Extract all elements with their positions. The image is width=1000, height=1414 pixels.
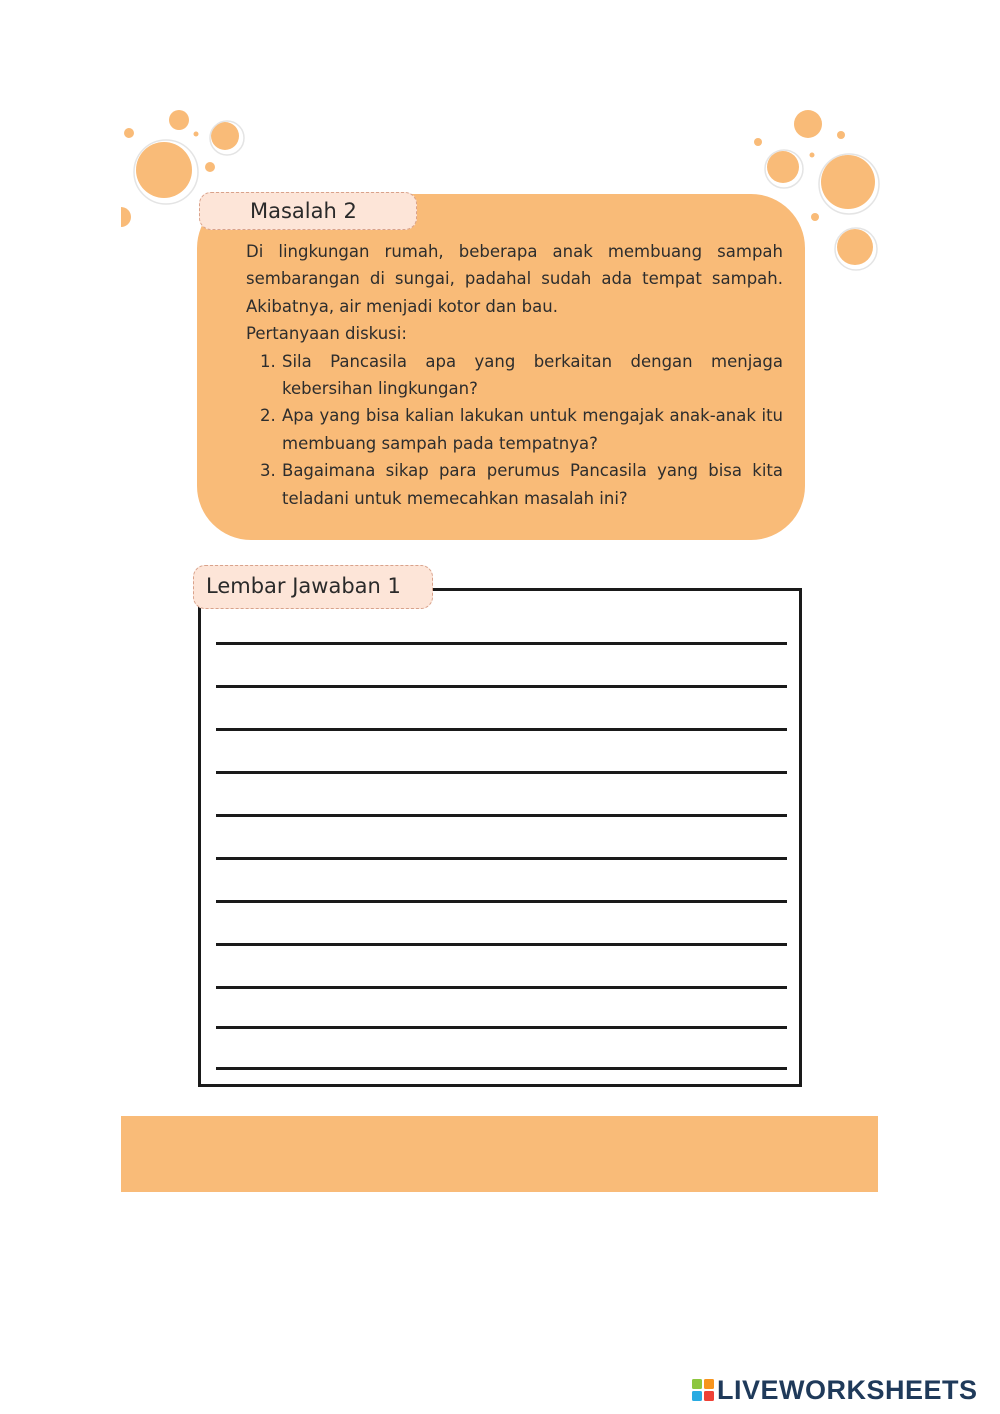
answer-line[interactable]: [216, 728, 787, 731]
problem-title-tag: [199, 192, 417, 230]
discussion-label: Pertanyaan diskusi:: [246, 324, 407, 344]
problem-intro: Di lingkungan rumah, beberapa anak membuang sampah sembarangan di sungai, padahal sudah ada tempat sampah. Akibatnya, air menjadi kotor dan bau.: [246, 242, 783, 316]
answer-line[interactable]: [216, 814, 787, 817]
answer-line[interactable]: [216, 900, 787, 903]
question-item: [260, 402, 783, 457]
question-item: [260, 348, 783, 403]
answer-line[interactable]: [216, 771, 787, 774]
question-text: Sila Pancasila apa yang berkaitan dengan menjaga kebersihan lingkungan?: [282, 351, 783, 399]
answer-line[interactable]: [216, 943, 787, 946]
question-text: Bagaimana sikap para perumus Pancasila yang bisa kita teladani untuk memecahkan masalah ini?: [282, 461, 783, 508]
answer-line[interactable]: [216, 857, 787, 860]
question-text: Apa yang bisa kalian lakukan untuk mengajak anak-anak itu membuang sampah pada tempatnya?: [282, 406, 783, 453]
brand-name: LIVEWORKSHEETS: [717, 1374, 978, 1405]
question-number: 3.: [260, 461, 276, 481]
answer-sheet-title: Lembar Jawaban 1: [206, 574, 401, 598]
brand-watermark: [692, 1372, 978, 1408]
problem-text: [246, 238, 783, 512]
question-item: [260, 457, 783, 512]
answer-line[interactable]: [216, 642, 787, 645]
question-number: 2.: [260, 406, 276, 426]
answer-line[interactable]: [216, 1026, 787, 1029]
answer-line[interactable]: [216, 685, 787, 688]
answer-box[interactable]: [198, 588, 802, 1087]
answer-line[interactable]: [216, 986, 787, 989]
question-number: 1.: [260, 351, 276, 371]
footer-band: [121, 1116, 878, 1192]
problem-title: Masalah 2: [250, 199, 357, 223]
liveworksheets-logo-icon: [692, 1379, 714, 1401]
question-list: [246, 348, 783, 512]
answer-line[interactable]: [216, 1067, 787, 1070]
answer-sheet-title-tag: [193, 565, 433, 609]
